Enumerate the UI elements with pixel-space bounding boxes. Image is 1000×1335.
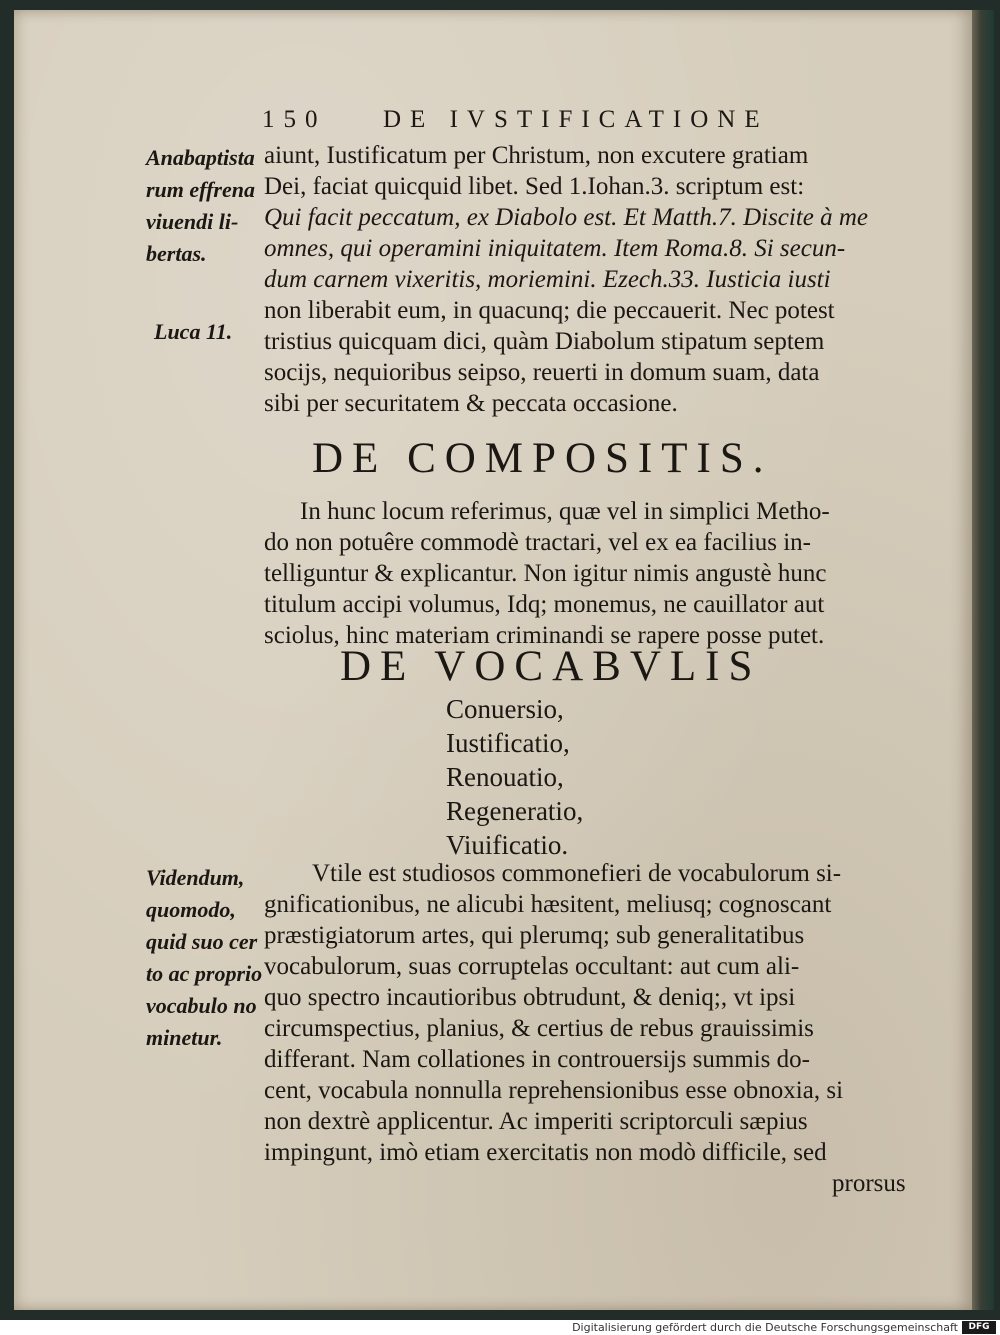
- margin-note-luca: [154, 316, 264, 348]
- heading-de-compositis: DE COMPOSITIS.: [312, 435, 773, 482]
- text-line: Vtile est studiosos commonefieri de vocabulorum si-: [312, 860, 842, 887]
- dfg-logo: DFG: [962, 1321, 996, 1334]
- page-number: 150: [262, 106, 327, 133]
- text-line: telliguntur & explicantur. Non igitur nimis angustè hunc: [264, 560, 827, 587]
- text-line: dum carnem vixeritis, moriemini. Ezech.33. Iusticia iusti: [264, 266, 831, 293]
- margin-note-line: viuendi li-: [146, 209, 239, 234]
- text-line: cent, vocabula nonnulla reprehensionibus esse obnoxia, si: [264, 1077, 844, 1104]
- vocab-item: Regeneratio,: [446, 796, 584, 826]
- vocab-item: Conuersio,: [446, 694, 564, 724]
- text-line: socijs, nequioribus seipso, reuerti in domum suam, data: [264, 359, 820, 386]
- book-edge: [972, 10, 994, 1310]
- text-line: vocabulorum, suas corruptelas occultant: aut cum ali-: [264, 953, 800, 980]
- heading-de-vocabulis: DE VOCABVLIS: [340, 643, 762, 690]
- text-line: do non potuêre commodè tractari, vel ex ea facilius in-: [264, 529, 812, 556]
- text-line: impingunt, imò etiam exercitatis non modò difficile, sed: [264, 1139, 827, 1166]
- text-line: omnes, qui operamini iniquitatem. Item Roma.8. Si secun-: [264, 235, 846, 262]
- margin-note-line: bertas.: [146, 241, 207, 266]
- margin-note-line: quid suo cer: [146, 929, 258, 954]
- text-line: gnificationibus, ne alicubi hæsitent, meliusq; cognoscant: [264, 891, 832, 918]
- margin-note-videndum: [146, 862, 263, 1054]
- catchword: prorsus: [832, 1170, 906, 1197]
- text-line: circumspectius, planius, & certius de rebus grauissimis: [264, 1015, 814, 1042]
- margin-note-line: to ac proprio: [146, 961, 263, 986]
- margin-note-line: quomodo,: [146, 897, 236, 922]
- text-line: tristius quicquam dici, quàm Diabolum stipatum septem: [264, 328, 825, 355]
- margin-note-line: Videndum,: [146, 865, 245, 890]
- vocab-item: Viuificatio.: [446, 830, 569, 860]
- text-line: non liberabit eum, in quacunq; die peccauerit. Nec potest: [264, 297, 835, 324]
- paragraph-justification: [264, 140, 868, 419]
- text-line: sibi per securitatem & peccata occasione.: [264, 390, 678, 417]
- text-line: sciolus, hinc materiam criminandi se rapere posse putet.: [264, 622, 825, 649]
- book-page: [14, 10, 972, 1310]
- funding-credit: Digitalisierung gefördert durch die Deutsche Forschungsgemeinschaft: [572, 1321, 958, 1334]
- vocab-item: Renouatio,: [446, 762, 564, 792]
- margin-note-line: minetur.: [146, 1025, 223, 1050]
- text-line: differant. Nam collationes in controuersijs summis do-: [264, 1046, 810, 1073]
- margin-note-line: vocabulo no: [146, 993, 257, 1018]
- running-title: DE IVSTIFICATIONE: [383, 106, 769, 133]
- margin-note-line: Luca 11.: [154, 319, 233, 344]
- text-line: præstigiatorum artes, qui plerumq; sub generalitatibus: [264, 922, 805, 949]
- text-line: Dei, faciat quicquid libet. Sed 1.Iohan.3. scriptum est:: [264, 173, 805, 200]
- margin-note-anabaptists: [146, 142, 256, 270]
- paragraph-compositis: [264, 496, 830, 651]
- text-line: aiunt, Iustificatum per Christum, non excutere gratiam: [264, 142, 809, 169]
- text-line: Qui facit peccatum, ex Diabolo est. Et Matth.7. Discite à me: [264, 204, 869, 231]
- vocabulary-list: [446, 692, 583, 862]
- paragraph-vocabulis: [264, 858, 906, 1199]
- margin-note-line: rum effrena: [146, 177, 255, 202]
- text-line: quo spectro incautioribus obtrudunt, & deniq;, vt ipsi: [264, 984, 796, 1011]
- text-line: non dextrè applicentur. Ac imperiti scriptorculi sæpius: [264, 1108, 808, 1135]
- margin-note-line: Anabaptista: [146, 145, 255, 170]
- vocab-item: Iustificatio,: [446, 728, 570, 758]
- text-line: titulum accipi volumus, Idq; monemus, ne cauillator aut: [264, 591, 825, 618]
- running-head: [262, 106, 769, 134]
- text-line: In hunc locum referimus, quæ vel in simplici Metho-: [300, 498, 830, 525]
